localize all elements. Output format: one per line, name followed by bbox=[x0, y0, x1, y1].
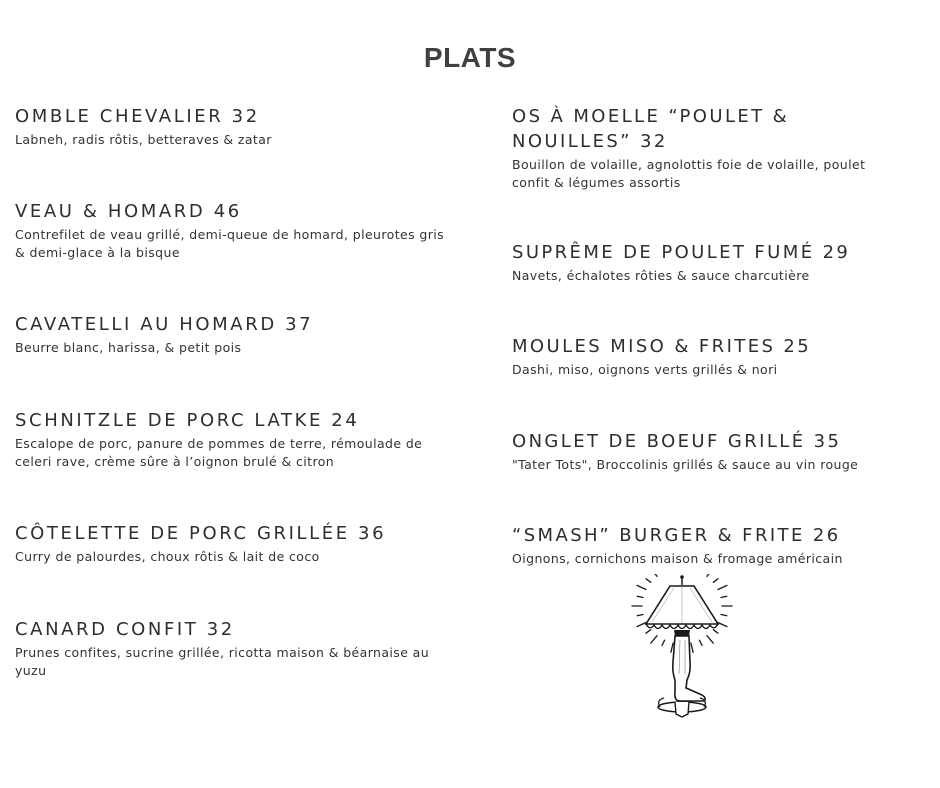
lamp-ray bbox=[699, 640, 702, 645]
menu-item bbox=[15, 312, 455, 357]
menu-item bbox=[512, 334, 892, 379]
menu-item bbox=[15, 199, 455, 261]
lamp-ray bbox=[651, 574, 657, 576]
lamp-ray bbox=[637, 585, 646, 589]
dish-description: Labneh, radis rôtis, betteraves & zatar bbox=[15, 132, 272, 147]
lamp-ray bbox=[637, 615, 643, 616]
dish-name: CAVATELLI AU HOMARD 37 bbox=[15, 314, 314, 335]
lamp-ray bbox=[671, 643, 673, 652]
dish-name: SUPRÊME DE POULET FUMÉ 29 bbox=[512, 242, 851, 263]
menu-item bbox=[15, 521, 455, 566]
dish-name: MOULES MISO & FRITES 25 bbox=[512, 336, 812, 357]
menu-item bbox=[512, 104, 892, 191]
lamp-ray bbox=[637, 596, 643, 597]
dish-description: "Tater Tots", Broccolinis grillés & sauce au vin rouge bbox=[512, 457, 859, 472]
dish-name: OS À MOELLE “POULET & NOUILLES” 32 bbox=[512, 106, 790, 152]
lamp-ray bbox=[662, 640, 665, 645]
lamp-ray bbox=[718, 623, 727, 627]
page-title: PLATS bbox=[423, 42, 517, 73]
lamp-ray bbox=[707, 574, 713, 576]
dish-name: ONGLET DE BOEUF GRILLÉ 35 bbox=[512, 431, 842, 452]
menu-item bbox=[15, 408, 455, 470]
dish-description: Navets, échalotes rôties & sauce charcutière bbox=[512, 268, 810, 283]
menu-item bbox=[512, 523, 892, 568]
lamp-ray bbox=[721, 596, 727, 597]
dish-description: Bouillon de volaille, agnolottis foie de volaille, poulet confit & légumes assortis bbox=[512, 157, 866, 190]
lamp-ray bbox=[646, 630, 651, 634]
lamp-ray bbox=[646, 579, 651, 583]
dish-description: Beurre blanc, harissa, & petit pois bbox=[15, 340, 242, 355]
dish-name: VEAU & HOMARD 46 bbox=[15, 201, 242, 222]
dish-description: Curry de palourdes, choux rôtis & lait de coco bbox=[15, 549, 320, 564]
dish-name: CÔTELETTE DE PORC GRILLÉE 36 bbox=[15, 523, 387, 544]
dish-description: Escalope de porc, panure de pommes de terre, rémoulade de celeri rave, crème sûre à l’oignon brulé & citron bbox=[15, 436, 423, 469]
menu-item bbox=[15, 104, 455, 149]
lamp-ray bbox=[713, 630, 718, 634]
leg-lamp-icon bbox=[630, 574, 734, 718]
lamp-ray bbox=[637, 623, 646, 627]
dish-description: Oignons, cornichons maison & fromage américain bbox=[512, 551, 843, 566]
menu-item bbox=[512, 240, 892, 285]
dish-name: CANARD CONFIT 32 bbox=[15, 619, 235, 640]
dish-name: OMBLE CHEVALIER 32 bbox=[15, 106, 260, 127]
menu-item bbox=[512, 429, 892, 474]
lamp-ray bbox=[718, 585, 727, 589]
lamp-ray bbox=[713, 579, 718, 583]
dish-description: Contrefilet de veau grillé, demi-queue de homard, pleurotes gris & demi-glace à la bisque bbox=[15, 227, 445, 260]
dish-name: “SMASH” BURGER & FRITE 26 bbox=[512, 525, 841, 546]
lamp-ray bbox=[721, 615, 727, 616]
menu-item bbox=[15, 617, 455, 679]
lamp-ray bbox=[707, 636, 713, 643]
dish-description: Prunes confites, sucrine grillée, ricotta maison & béarnaise au yuzu bbox=[15, 645, 430, 678]
dish-name: SCHNITZLE DE PORC LATKE 24 bbox=[15, 410, 360, 431]
lamp-ray bbox=[691, 643, 693, 652]
lamp-ray bbox=[651, 636, 657, 643]
dish-description: Dashi, miso, oignons verts grillés & nori bbox=[512, 362, 778, 377]
